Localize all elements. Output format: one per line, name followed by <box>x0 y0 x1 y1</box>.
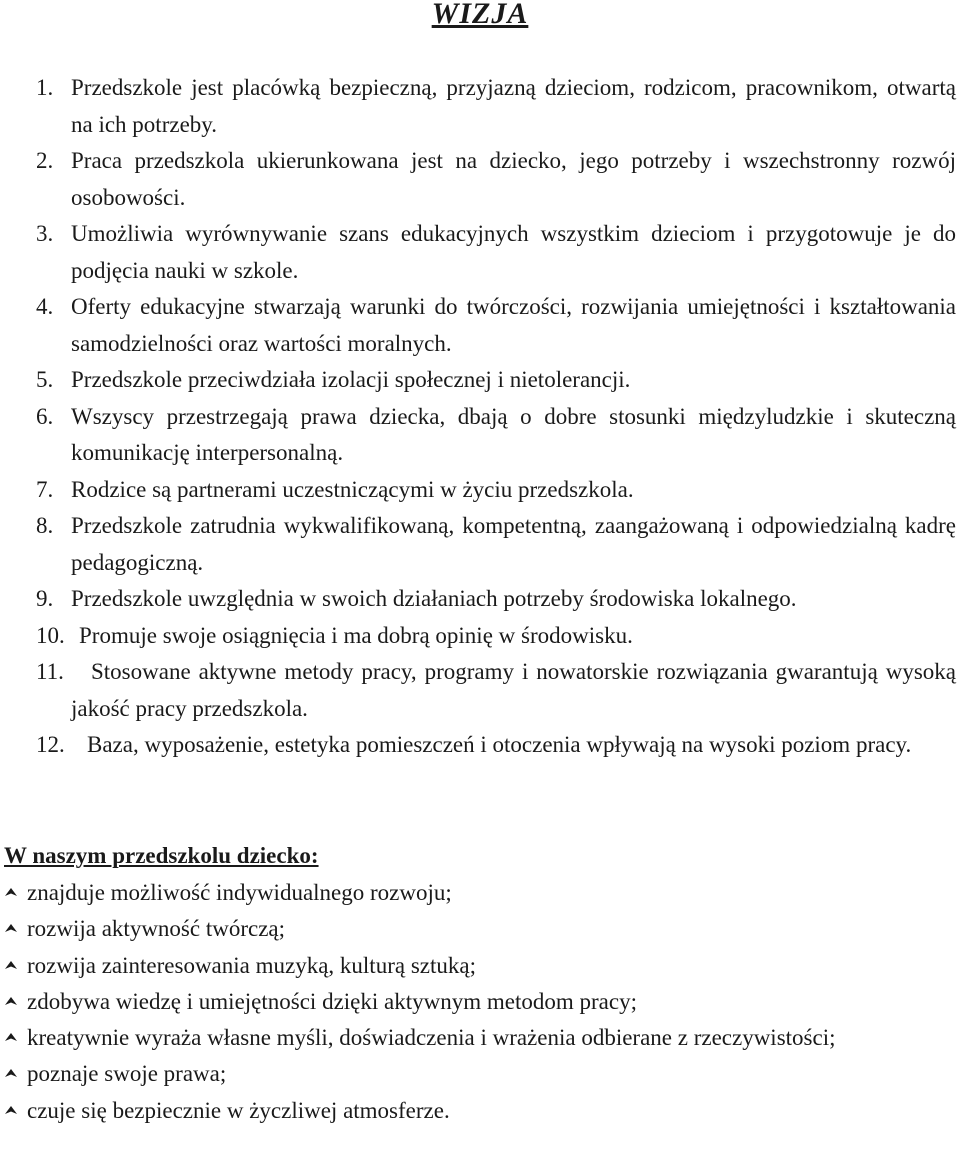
vision-item-text: Oferty edukacyjne stwarzają warunki do twórczości, rozwijania umiejętności i kształtowania samodzielności oraz wartości moralnych. <box>71 294 956 356</box>
vision-item-text: Przedszkole przeciwdziała izolacji społecznej i nietolerancji. <box>71 367 631 392</box>
vision-item-number: 9. <box>36 586 54 611</box>
vision-item <box>0 143 960 216</box>
child-section-heading: W naszym przedszkolu dziecko: <box>4 843 319 868</box>
vision-item-text: Rodzice są partnerami uczestniczącymi w życiu przedszkola. <box>71 476 634 502</box>
bullet-arrow-icon <box>4 996 18 1006</box>
child-list <box>0 875 960 1129</box>
vision-item-number: 2. <box>36 148 54 173</box>
vision-item-text: Praca przedszkola ukierunkowana jest na dziecko, jego potrzeby i wszechstronny rozwój osobowości. <box>71 148 956 210</box>
vision-item <box>0 399 960 472</box>
vision-item <box>0 727 960 764</box>
child-list-item-text: czuje się bezpiecznie w życzliwej atmosferze. <box>27 1097 450 1123</box>
child-list-item <box>0 1056 960 1092</box>
vision-item <box>0 654 960 727</box>
vision-item-text: Przedszkole zatrudnia wykwalifikowaną, kompetentną, zaangażowaną i odpowiedzialną kadrę pedagogiczną. <box>71 513 956 575</box>
child-list-item <box>0 1093 960 1129</box>
child-list-item-text: rozwija zainteresowania muzyką, kulturą sztuką; <box>27 952 476 978</box>
vision-item-number: 6. <box>36 403 54 429</box>
vision-item-number: 3. <box>36 221 54 246</box>
vision-item <box>0 70 960 143</box>
vision-item <box>0 289 960 362</box>
vision-item <box>0 216 960 289</box>
child-list-item <box>0 984 960 1020</box>
vision-item-number: 4. <box>36 294 54 319</box>
child-list-item-text: rozwija aktywność twórczą; <box>27 916 286 942</box>
vision-item-text: Stosowane aktywne metody pracy, programy i nowatorskie rozwiązania gwarantują wysoką jakość pracy przedszkola. <box>71 659 956 721</box>
child-list-item <box>0 948 960 984</box>
child-list-item-text: kreatywnie wyraża własne myśli, doświadczenia i wrażenia odbierane z rzeczywistości; <box>27 1025 836 1051</box>
vision-item-number: 1. <box>36 75 54 100</box>
vision-item-number: 7. <box>36 476 54 502</box>
child-list-item-text: znajduje możliwość indywidualnego rozwoju; <box>27 880 452 905</box>
bullet-arrow-icon <box>4 1032 18 1042</box>
child-list-item <box>0 911 960 947</box>
vision-item <box>0 362 960 399</box>
child-list-item-text: zdobywa wiedzę i umiejętności dzięki aktywnym metodom pracy; <box>27 988 637 1014</box>
vision-item <box>0 581 960 618</box>
vision-item-number: 10. <box>36 622 65 648</box>
vision-item-text: Wszyscy przestrzegają prawa dziecka, dbają o dobre stosunki międzyludzkie i skuteczną komunikację interpersonalną. <box>71 403 956 465</box>
bullet-arrow-icon <box>4 1105 18 1115</box>
vision-item-text: Przedszkole uwzględnia w swoich działaniach potrzeby środowiska lokalnego. <box>71 586 797 611</box>
bullet-arrow-icon <box>4 923 18 933</box>
vision-item-text: Przedszkole jest placówką bezpieczną, przyjazną dzieciom, rodzicom, pracownikom, otwartą na ich potrzeby. <box>71 75 956 137</box>
vision-list <box>0 70 960 764</box>
vision-item <box>0 618 960 655</box>
vision-item-number: 5. <box>36 367 54 392</box>
vision-item-text: Baza, wyposażenie, estetyka pomieszczeń i otoczenia wpływają na wysoki poziom pracy. <box>87 732 912 757</box>
vision-item-text: Umożliwia wyrównywanie szans edukacyjnych wszystkim dzieciom i przygotowuje je do podjęcia nauki w szkole. <box>71 221 956 283</box>
bullet-arrow-icon <box>4 887 18 897</box>
document-title: WIZJA <box>431 0 529 30</box>
bullet-arrow-icon <box>4 960 18 970</box>
child-list-item <box>0 875 960 911</box>
child-list-item-text: poznaje swoje prawa; <box>27 1061 227 1087</box>
vision-item-text: Promuje swoje osiągnięcia i ma dobrą opinię w środowisku. <box>79 622 633 648</box>
vision-item-number: 12. <box>36 732 65 757</box>
vision-item-number: 8. <box>36 513 54 538</box>
child-list-item <box>0 1020 960 1056</box>
vision-item <box>0 508 960 581</box>
bullet-arrow-icon <box>4 1068 18 1078</box>
vision-item <box>0 472 960 509</box>
vision-item-number: 11. <box>36 659 64 684</box>
